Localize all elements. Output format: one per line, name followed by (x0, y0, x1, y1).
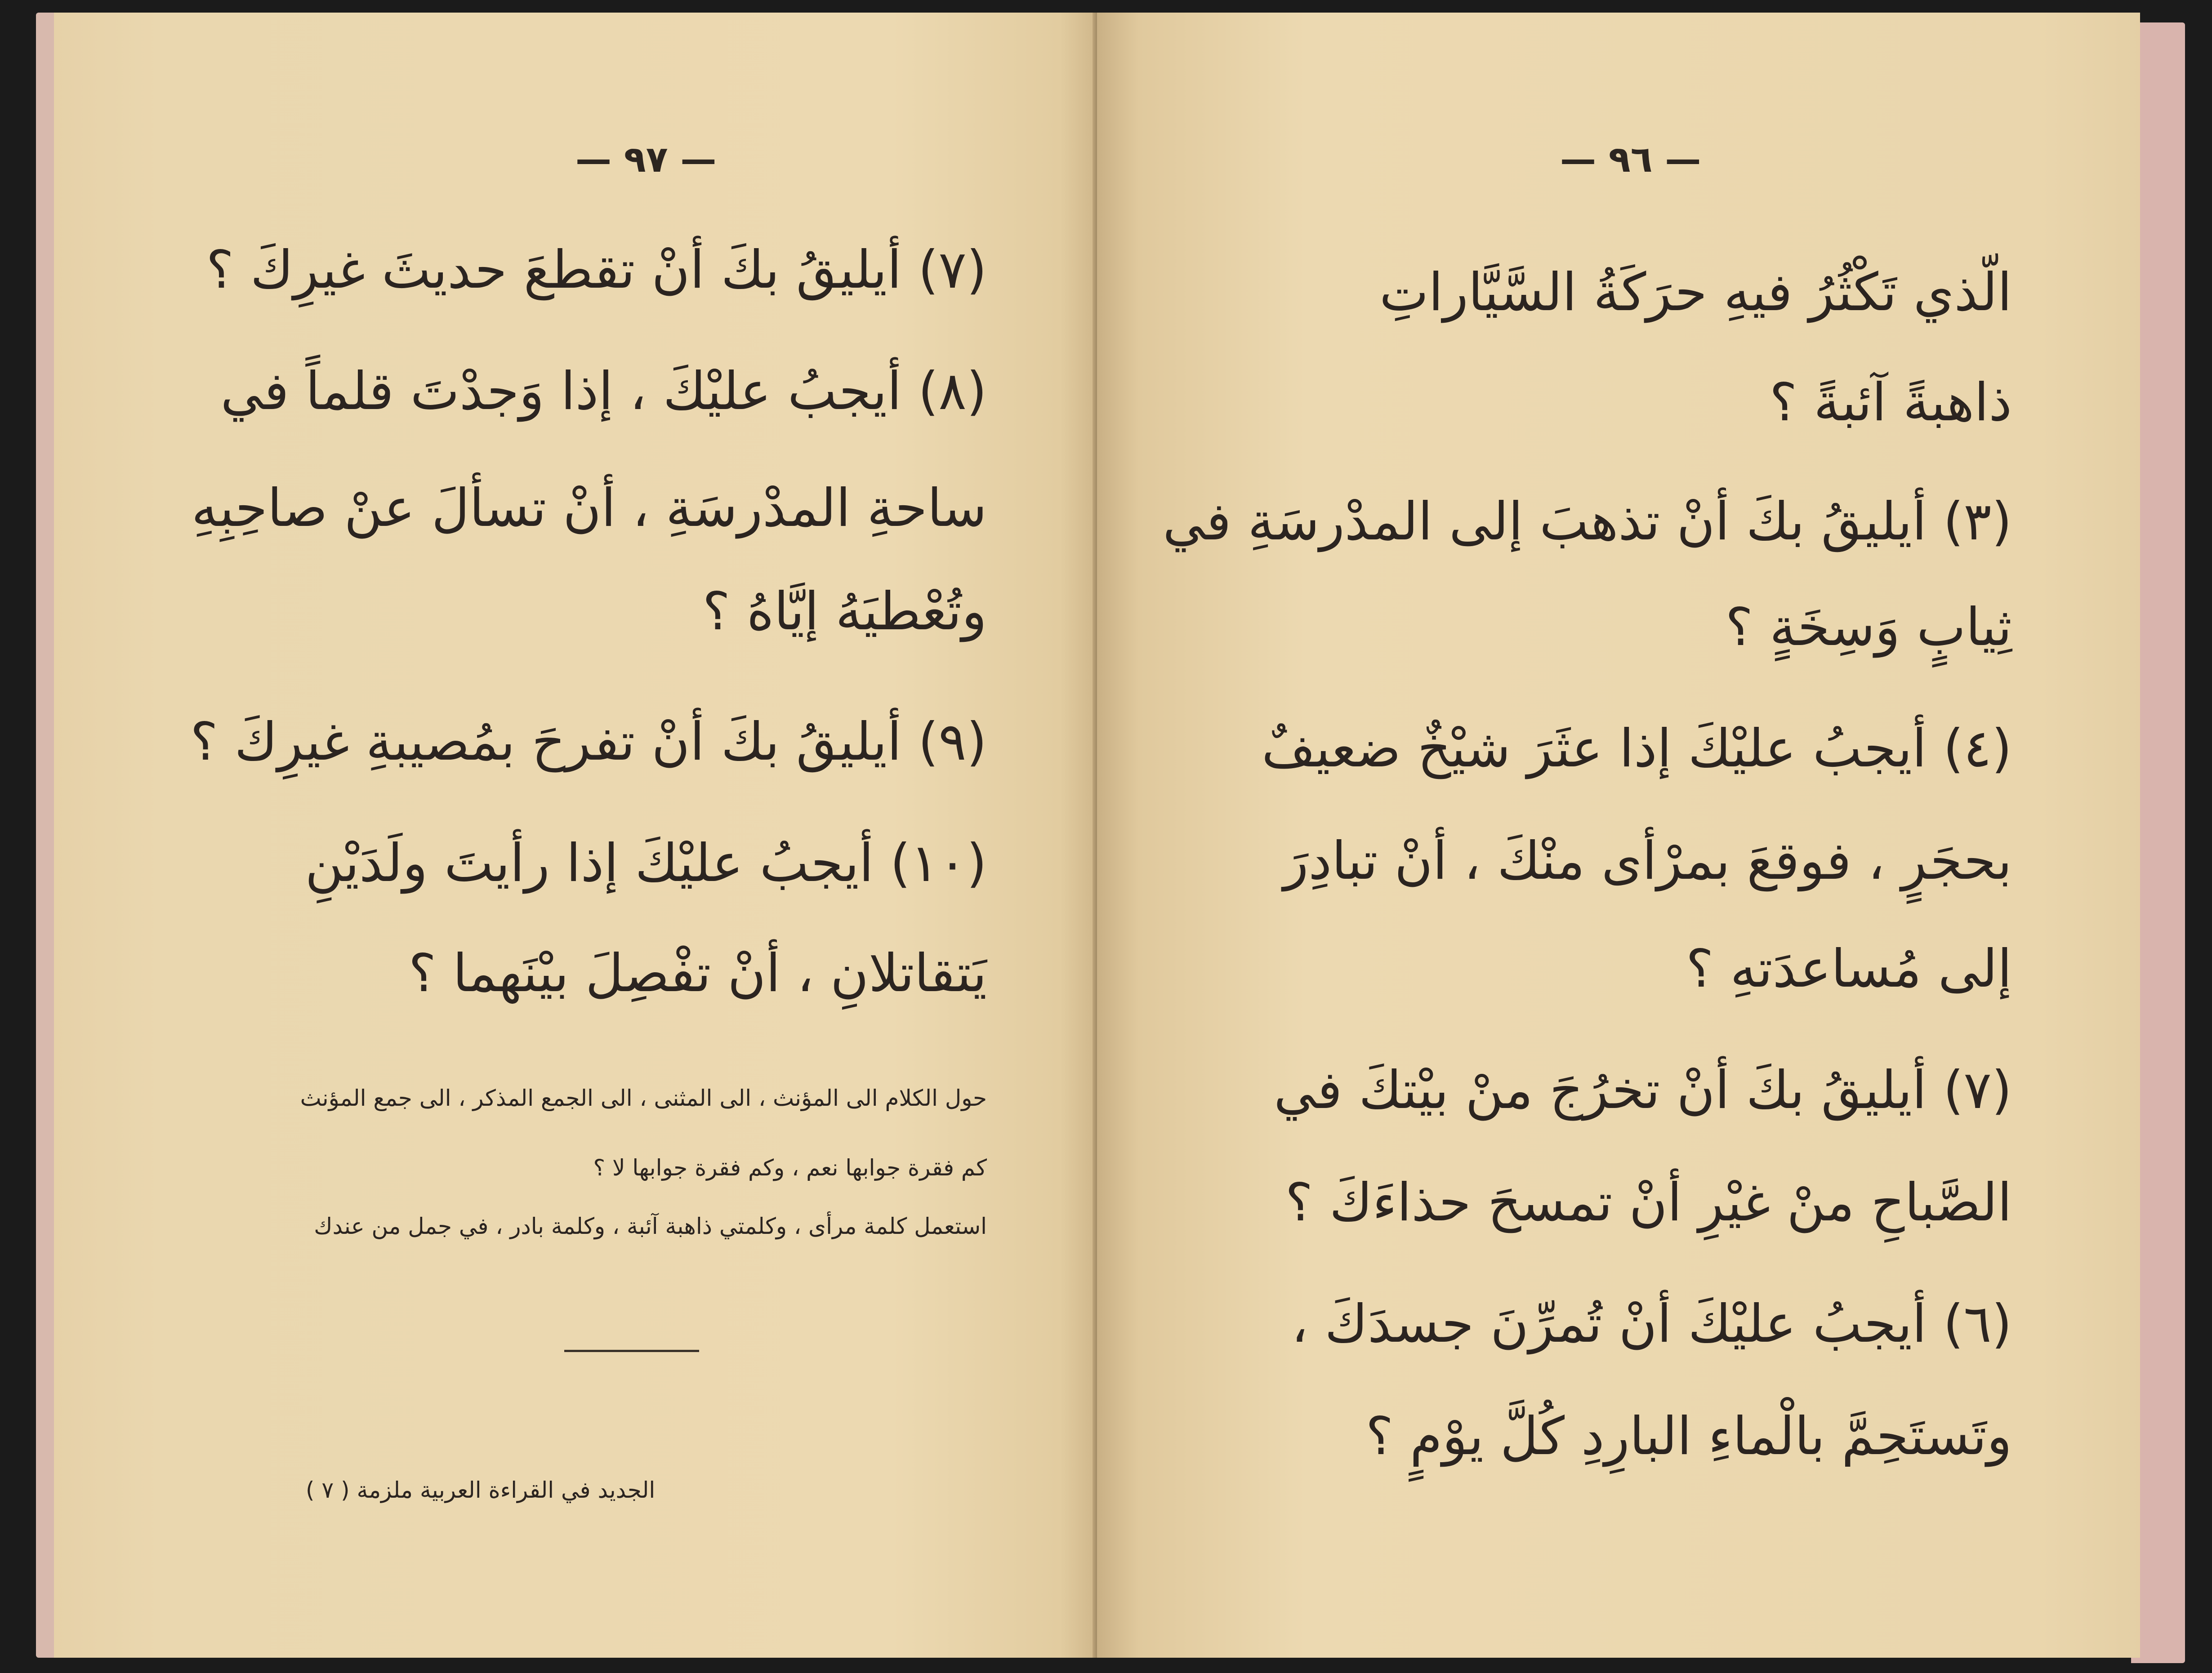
left-page (54, 13, 1102, 1658)
text-line: يَتقاتلانِ ، أنْ تفْصِلَ بيْنَهما ؟ (408, 943, 987, 1004)
text-line: وتُعْطيَهُ إيَّاهُ ؟ (702, 581, 987, 642)
text-line: (٧) أيليقُ بكَ أنْ تخرُجَ منْ بيْتكَ في (1274, 1060, 2012, 1121)
text-line: ساحةِ المدْرسَةِ ، أنْ تسألَ عنْ صاحِبِهِ (191, 478, 987, 538)
page-number-left: — ٩٧ — (575, 138, 717, 180)
text-line: (٧) أيليقُ بكَ أنْ تقطعَ حديثَ غيرِكَ ؟ (206, 240, 987, 300)
text-line: ذاهبةً آئبةً ؟ (1769, 372, 2012, 433)
exercise-note: حول الكلام الى المؤنث ، الى المثنى ، الى الجمع المذكر ، الى جمع المؤنث (300, 1085, 987, 1111)
text-line: (٩) أيليقُ بكَ أنْ تفرحَ بمُصيبةِ غيرِكَ ؟ (190, 712, 987, 772)
signature-footer: الجديد في القراءة العربية ملزمة ( ٧ ) (306, 1477, 656, 1503)
right-page (1097, 13, 2140, 1658)
text-line: بحجَرٍ ، فوقعَ بمرْأى منْكَ ، أنْ تبادِرَ (1283, 831, 2012, 891)
text-line: إلى مُساعدَتهِ ؟ (1686, 939, 2012, 999)
open-book (22, 13, 2172, 1653)
text-line: (٦) أيجبُ عليْكَ أنْ تُمرِّنَ جسدَكَ ، (1291, 1294, 2012, 1354)
text-line: الصَّباحِ منْ غيْرِ أنْ تمسحَ حذاءَكَ ؟ (1285, 1172, 2012, 1233)
page-number-right: — ٩٦ — (1560, 138, 1701, 180)
exercise-note: استعمل كلمة مرأى ، وكلمتي ذاهبة آئبة ، وكلمة بادر ، في جمل من عندك (314, 1213, 987, 1239)
text-line: ثِيابٍ وَسِخَةٍ ؟ (1725, 597, 2012, 658)
text-line: (٣) أيليقُ بكَ أنْ تذهبَ إلى المدْرسَةِ في (1163, 491, 2012, 552)
text-line: (٨) أيجبُ عليْكَ ، إذا وَجدْتَ قلماً في (220, 361, 987, 422)
text-line: وتَستَحِمَّ بالْماءِ البارِدِ كُلَّ يوْمٍ ؟ (1365, 1406, 2012, 1467)
text-line: الّذي تَكْثُرُ فيهِ حرَكَةُ السَّيَّاراتِ (1379, 262, 2012, 323)
text-line: (١٠) أيجبُ عليْكَ إذا رأيتَ ولَدَيْنِ (305, 833, 987, 894)
text-line: (٤) أيجبُ عليْكَ إذا عثَرَ شيْخٌ ضعيفٌ (1262, 718, 2012, 779)
exercise-note: كم فقرة جوابها نعم ، وكم فقرة جوابها لا ؟ (593, 1155, 987, 1181)
section-divider (564, 1350, 699, 1352)
